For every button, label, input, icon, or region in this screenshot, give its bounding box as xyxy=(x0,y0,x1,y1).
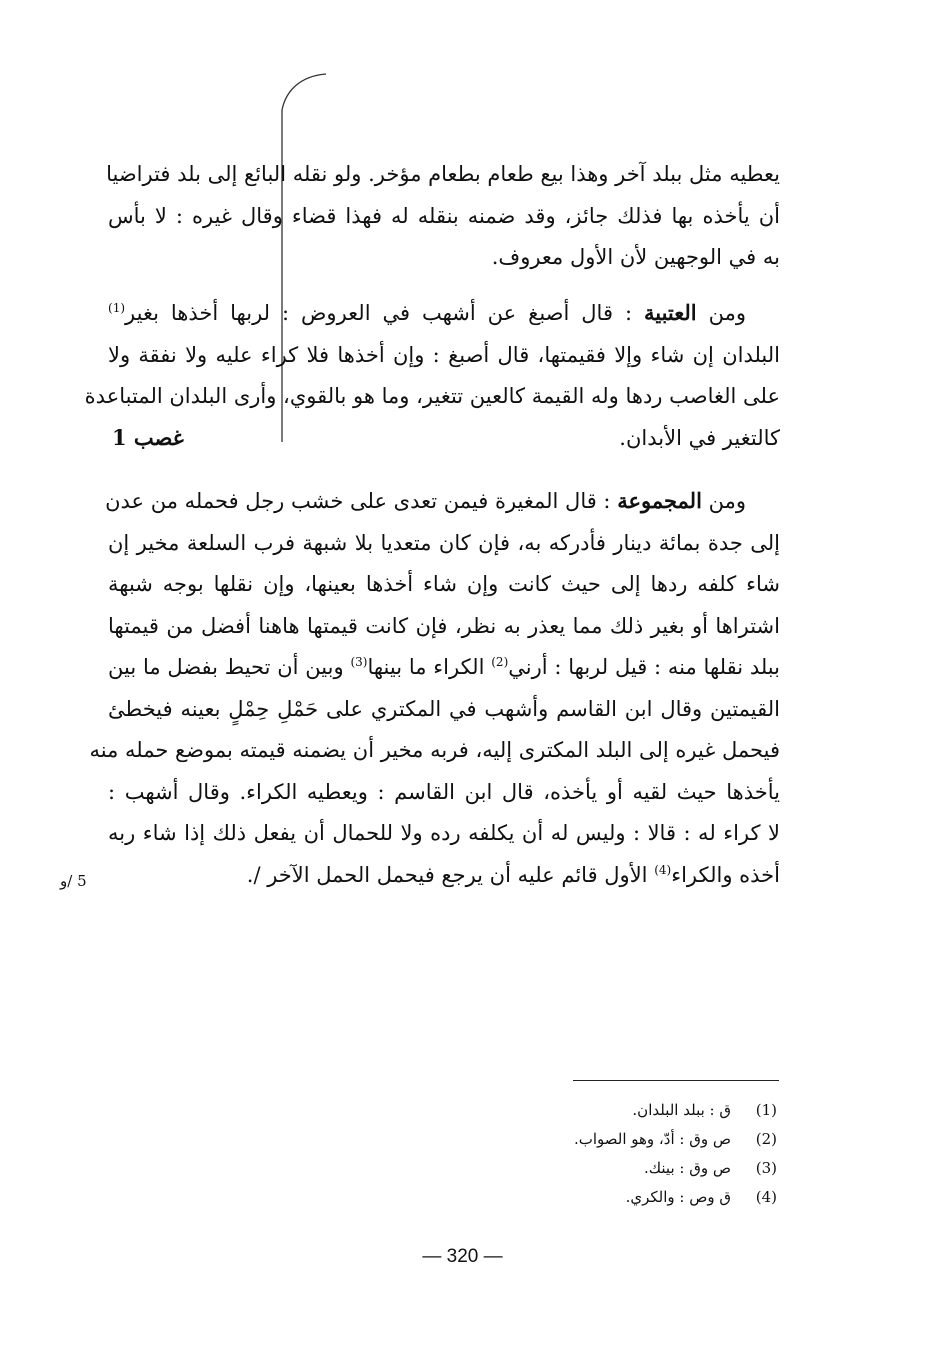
footnote-number: (3) xyxy=(755,1159,777,1177)
text-fragment: وبين أن تحيط بفضل ما بين xyxy=(108,655,344,679)
text-line: به في الوجهين لأن الأول معروف. xyxy=(491,245,780,269)
text-line: فيحمل غيره إلى البلد المكترى إليه، فربه مخير أن يضمنه قيمته بموضع حمله منه xyxy=(89,738,780,762)
paragraph-3 xyxy=(89,480,780,896)
footnote-ref: (4) xyxy=(654,862,672,877)
footnote-text: ق وص : والكري. xyxy=(625,1188,731,1206)
footnote-divider xyxy=(573,1080,779,1081)
text-fragment: ومن xyxy=(708,301,746,325)
text-line: يأخذها حيث لقيه أو يأخذه، قال ابن القاسم : ويعطيه الكراء. وقال أشهب : xyxy=(108,779,780,804)
text-line xyxy=(108,292,780,335)
footnote-number: (4) xyxy=(755,1188,777,1206)
paragraph-2 xyxy=(84,292,780,459)
text-line: اشتراها أو بغير ذلك مما يعذر به نظر، فإن كانت قيمتها هاهنا أفضل من قيمتها xyxy=(108,613,780,638)
footnotes xyxy=(574,1096,777,1212)
paragraph-1 xyxy=(108,154,780,279)
footnote-text: ص وق : بينك. xyxy=(643,1159,731,1177)
text-line: أن يأخذه بها فذلك جائز، وقد ضمنه بنقله له فهذا قضاء وقال غيره : لا بأس xyxy=(108,203,780,228)
marginal-note: غصب 1 xyxy=(112,425,184,450)
text-fragment: ومن xyxy=(708,489,746,513)
text-line xyxy=(108,855,780,897)
text-fragment: الأول قائم عليه أن يرجع فيحمل الحمل الآخر /. xyxy=(246,862,648,887)
footnote-number: (2) xyxy=(755,1130,777,1148)
folio-mark: 5 /و xyxy=(60,872,87,890)
text-fragment: : قال المغيرة فيمن تعدى على خشب رجل فحمله من عدن xyxy=(105,489,611,513)
text-line: القيمتين وقال ابن القاسم وأشهب في المكتري على حَمْلِ حِمْلٍ بعينه فيخطئ xyxy=(108,696,780,721)
footnote-number: (1) xyxy=(755,1101,777,1119)
footnote-ref: (2) xyxy=(491,655,509,669)
text-line: شاء كلفه ردها إلى حيث كانت وإن شاء أخذها بعينها، وإن نقلها بوجه شبهة xyxy=(108,572,780,596)
footnote-item xyxy=(574,1125,777,1154)
text-line: على الغاصب ردها وله القيمة كالعين تتغير، وما هو بالقوي، وأرى البلدان المتباعدة xyxy=(84,384,780,408)
footnote-item xyxy=(574,1183,777,1212)
text-line xyxy=(108,647,780,689)
text-line: إلى جدة بمائة دينار فأدركه به، فإن كان متعديا بلا شبهة فرب السلعة مخير إن xyxy=(108,530,780,555)
text-line: لا كراء له : قالا : وليس له أن يكلفه رده ولا للحمال أن يفعل ذلك إذا شاء ربه xyxy=(108,821,780,845)
text-line: يعطيه مثل ببلد آخر وهذا بيع طعام بطعام مؤخر. ولو نقله البائع إلى بلد فتراضيا xyxy=(106,162,780,186)
text-line: كالتغير في الأبدان. xyxy=(619,425,780,450)
footnote-item xyxy=(574,1154,777,1183)
text-fragment: ببلد نقلها منه : قيل لربها : أرني xyxy=(508,655,780,679)
page-number: — 320 — xyxy=(422,1246,503,1267)
text-line xyxy=(105,480,780,523)
text-fragment: الكراء ما بينها xyxy=(367,655,485,679)
footnote-ref: (1) xyxy=(108,301,126,315)
footnote-item xyxy=(574,1096,777,1125)
footnote-text: ق : ببلد البلدان. xyxy=(632,1101,731,1119)
footnote-text: ص وق : أدّ، وهو الصواب. xyxy=(573,1130,731,1148)
source-title-bold: العتبية xyxy=(644,300,697,325)
footnote-ref: (3) xyxy=(350,655,368,669)
text-fragment: أخذه والكراء xyxy=(671,862,780,887)
text-line: البلدان إن شاء وإلا فقيمتها، قال أصبغ : وإن أخذها فلا كراء عليه ولا نفقة ولا xyxy=(108,342,780,367)
source-title-bold: المجموعة xyxy=(617,488,702,513)
text-fragment: : قال أصبغ عن أشهب في العروض : لربها أخذها بغير xyxy=(125,301,633,325)
